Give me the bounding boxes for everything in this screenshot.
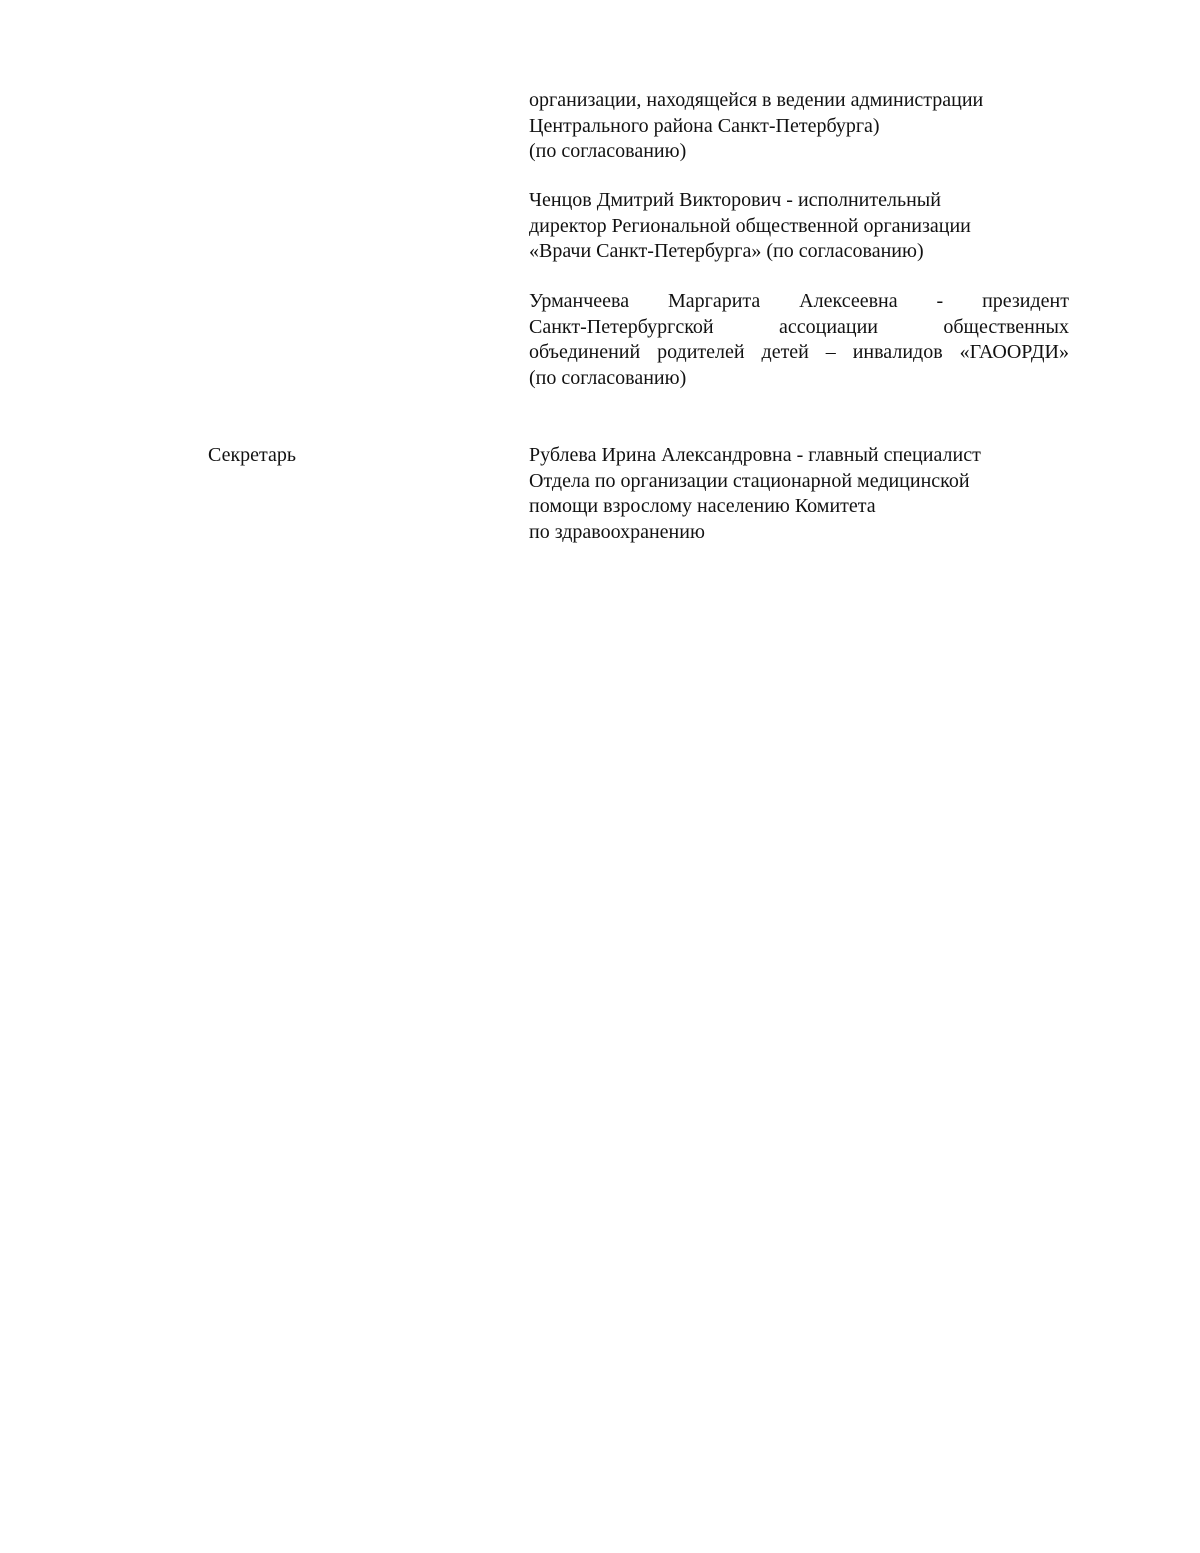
text-line: по здравоохранению	[529, 520, 705, 543]
text-line: Центрального района Санкт-Петербурга)	[529, 114, 880, 137]
text-line: организации, находящейся в ведении администрации	[529, 89, 984, 111]
text-line: директор Региональной общественной организации	[529, 214, 971, 237]
text-line: Урманчеева Маргарита Алексеевна - президент	[529, 290, 1069, 312]
text-line: Санкт-Петербургской ассоциации общественных	[529, 315, 1069, 338]
paragraph	[529, 289, 1069, 391]
text-line: Отдела по организации стационарной медицинской	[529, 469, 970, 492]
secretary-label: Секретарь	[208, 444, 297, 466]
member-block-chentsov	[529, 188, 1069, 265]
paragraph	[529, 443, 1069, 545]
text-line: Ченцов Дмитрий Викторович - исполнительный	[529, 189, 941, 211]
text-line: «Врачи Санкт-Петербурга» (по согласованию)	[529, 240, 924, 262]
text-line: объединений родителей детей – инвалидов «ГАООРДИ»	[529, 341, 1069, 363]
member-block-urmancheeva	[529, 289, 1069, 391]
text-line: (по согласованию)	[529, 366, 687, 389]
member-block-secretary	[529, 443, 1069, 545]
member-block-org-continuation	[529, 88, 1069, 165]
text-line: (по согласованию)	[529, 140, 687, 162]
paragraph	[529, 188, 1069, 265]
paragraph	[529, 88, 1069, 165]
text-line: Рублева Ирина Александровна - главный специалист	[529, 444, 981, 466]
text-line: помощи взрослому населению Комитета	[529, 495, 876, 517]
